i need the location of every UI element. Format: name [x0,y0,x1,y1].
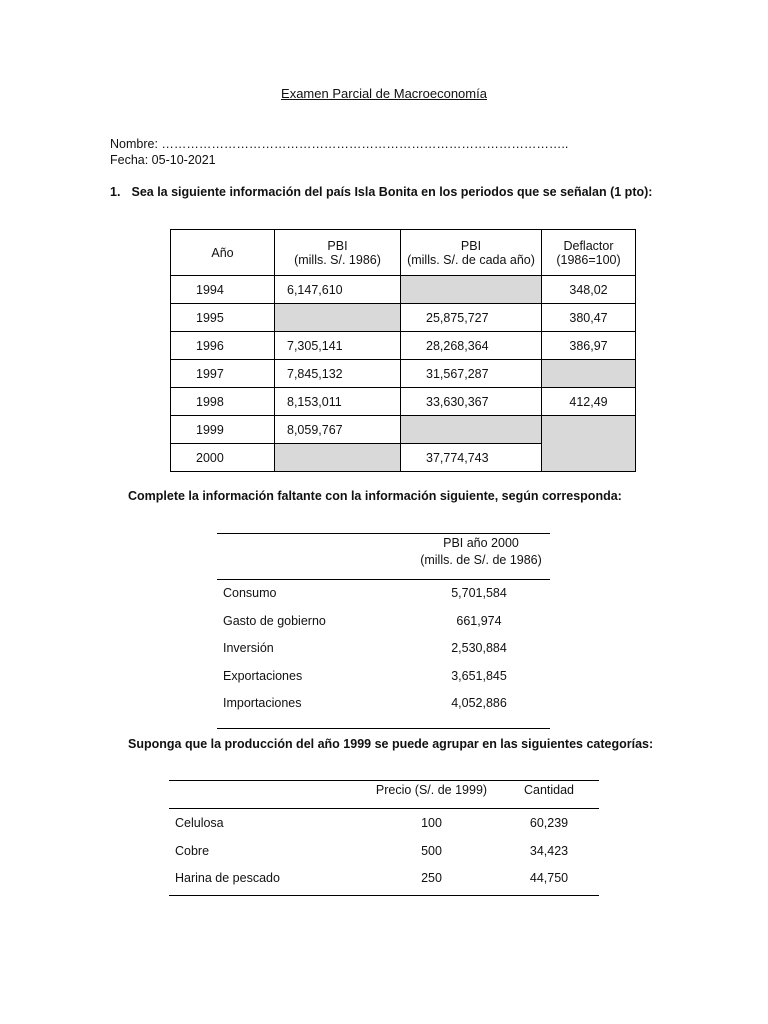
product-price: 100 [421,816,442,830]
instruction-complete: Complete la información faltante con la información siguiente, según corresponda: [128,489,622,503]
product-quantity: 60,239 [529,816,569,830]
row-value: 3,651,845 [451,668,507,683]
pbi-table [170,229,636,472]
year-cell: 1999 [171,416,275,444]
header-year: Año [171,230,275,276]
header-pbi-nominal: PBI (mills. S/. de cada año) [401,230,542,276]
page-title: Examen Parcial de Macroeconomía [281,86,487,101]
table-row [171,276,636,304]
production-1999-table [169,780,599,896]
year-cell: 1997 [171,360,275,388]
table-row [169,809,599,837]
pbi-2000-header-units: (mills. de S/. de 1986) [420,553,542,567]
table-row [217,608,550,636]
row-label: Gasto de gobierno [223,613,326,628]
pbi-nominal-cell: 33,630,367 [401,388,542,416]
pbi-nominal-cell: 31,567,287 [401,360,542,388]
header-price: Precio (S/. de 1999) [375,783,488,797]
pbi-2000-header-title: PBI año 2000 [443,536,519,550]
table-row [169,837,599,865]
product-name: Celulosa [175,816,224,830]
product-price: 500 [421,843,442,858]
pbi-nominal-cell-blank [401,276,542,304]
question-1 [110,185,652,199]
product-name: Cobre [175,843,210,858]
pbi-real-cell-blank [275,304,401,332]
row-value: 661,974 [456,613,502,628]
pbi-real-cell: 8,153,011 [275,388,401,416]
instruction-categories: Suponga que la producción del año 1999 se puede agrupar en las siguientes categorías: [128,737,654,751]
table-row [217,690,550,718]
row-label: Importaciones [223,696,302,710]
product-price: 250 [421,871,442,885]
table-row [171,332,636,360]
table-row [217,580,550,608]
table-row [169,864,599,892]
row-label: Exportaciones [223,668,303,683]
pbi-nominal-cell: 37,774,743 [401,444,542,472]
year-cell: 2000 [171,444,275,472]
year-cell: 1995 [171,304,275,332]
deflator-cell: 348,02 [542,276,636,304]
pbi-real-cell: 6,147,610 [275,276,401,304]
deflator-cell: 380,47 [542,304,636,332]
year-cell: 1994 [171,276,275,304]
pbi-2000-table [217,533,550,729]
table-row [217,635,550,663]
row-value: 4,052,886 [451,696,507,710]
pbi-real-cell: 7,305,141 [275,332,401,360]
deflator-cell: 412,49 [542,388,636,416]
deflator-cell: 386,97 [542,332,636,360]
pbi-table-header [171,230,636,276]
table-row [171,304,636,332]
pbi-real-cell-blank [275,444,401,472]
table-row [171,360,636,388]
header-deflator: Deflactor (1986=100) [542,230,636,276]
pbi-nominal-cell: 25,875,727 [401,304,542,332]
header-pbi-real: PBI (mills. S/. 1986) [275,230,401,276]
production-header [169,781,599,809]
row-label: Consumo [223,586,277,600]
table-row [171,416,636,444]
deflator-cell-blank [542,360,636,388]
row-value: 5,701,584 [451,586,507,600]
pbi-nominal-cell: 28,268,364 [401,332,542,360]
deflator-cell-blank [542,416,636,472]
year-cell: 1998 [171,388,275,416]
table-row [217,663,550,691]
pbi-2000-header [217,534,550,580]
product-name: Harina de pescado [175,871,280,885]
year-cell: 1996 [171,332,275,360]
pbi-nominal-cell-blank [401,416,542,444]
product-quantity: 44,750 [529,871,569,885]
header-quantity: Cantidad [523,783,575,797]
row-value: 2,530,884 [451,641,507,655]
pbi-real-cell: 7,845,132 [275,360,401,388]
product-quantity: 34,423 [529,843,569,858]
question-1-number: 1. [110,185,121,199]
row-label: Inversión [223,641,274,655]
pbi-real-cell: 8,059,767 [275,416,401,444]
table-row [171,388,636,416]
fecha-line: Fecha: 05-10-2021 [110,153,216,167]
nombre-line: Nombre: …………………………………………………………………………………….. [110,137,569,151]
question-1-text: Sea la siguiente información del país Isla Bonita en los periodos que se señalan (1 pto): [131,185,653,199]
